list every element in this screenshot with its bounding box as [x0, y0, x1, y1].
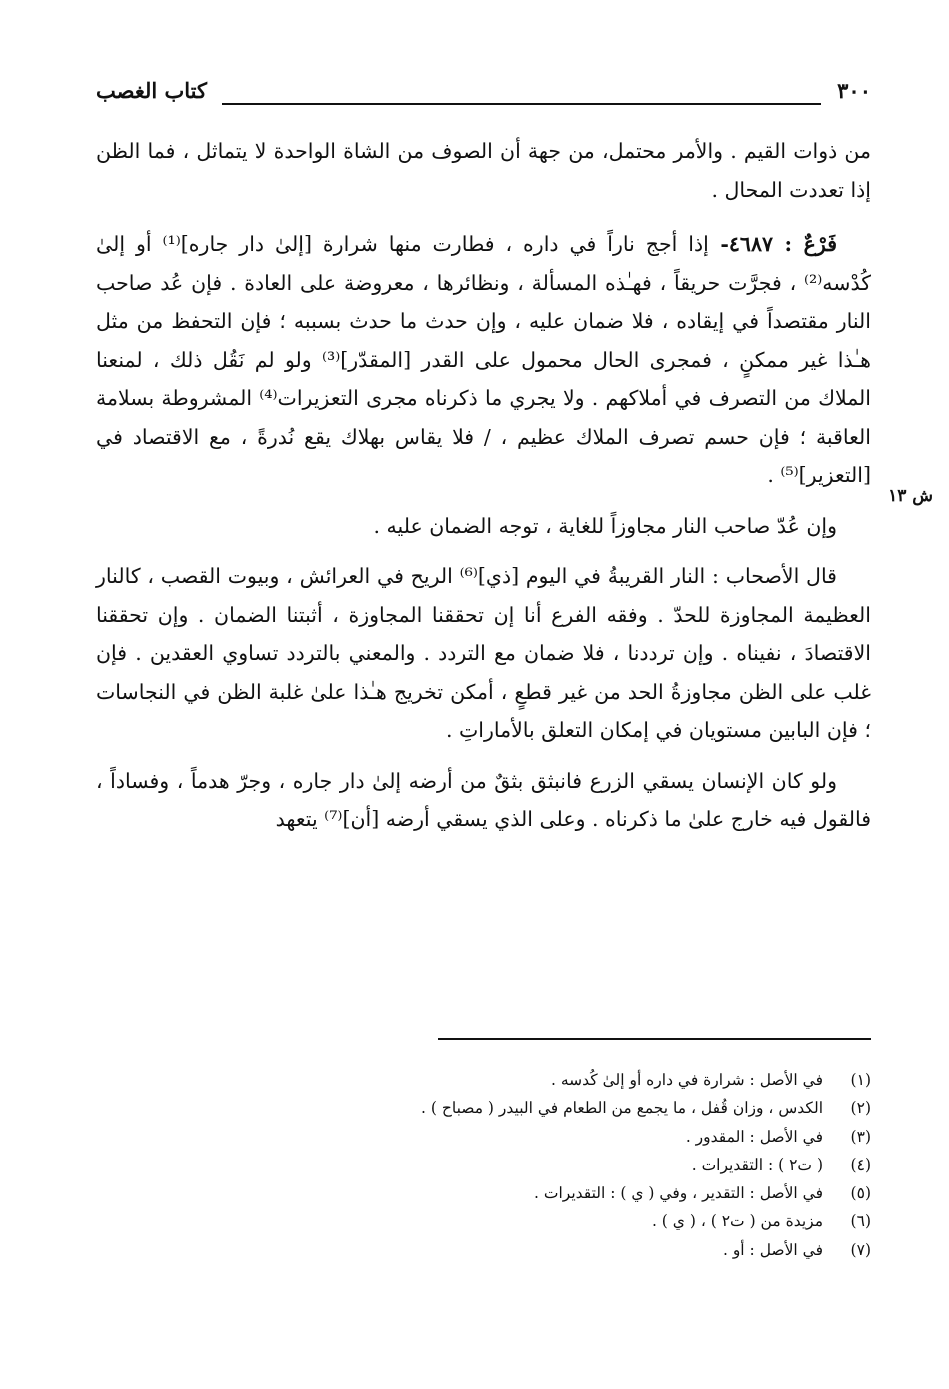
footnote-number: (٦) [850, 1212, 871, 1231]
far-lead: فَرْعٌ : ٤٦٨٧- [708, 232, 838, 256]
paragraph: قال الأصحاب : النار القريبةُ في اليوم [ذي]⁽⁶⁾ الريح في العرائش ، وبيوت القصب ، كالنار العظيمة المجاوزة للحدّ . وفقه الفرع أنا إن تحققنا المجاوزة ، أثبتنا الضمان . وإن تحققنا الاقتصادَ ، نفيناه . وإن ترددنا ، فلا ضمان مع التردد . والمعني بالتردد تساوي العقدين . فإن غلب على الظن مجاوزةُ الحد من غير قطعٍ ، أمكن تخريج هـٰذا علىٰ غلبة الظن في النجاسات ؛ فإن البابين مستويان في إمكان التعلق بالأماراتِ . [96, 564, 871, 742]
footnote-number: (٥) [850, 1184, 871, 1203]
paragraph: من ذوات القيم . والأمر محتمل، من جهة أن الصوف من الشاة الواحدة لا يتماثل ، فما الظن إذا تعددت المحال . [96, 139, 871, 202]
header-rule [222, 103, 821, 105]
footnote [96, 1151, 871, 1179]
footnote-number: (٧) [850, 1240, 871, 1259]
footnote-number: (٤) [850, 1155, 871, 1174]
far-text: إذا أجج ناراً في داره ، فطارت منها شرارة [إلىٰ دار جاره]⁽¹⁾ أو إلىٰ كُدْسه⁽²⁾ ، فجرَّت حريقاً ، فهـٰذه المسألة ، ونظائرها ، معروضة على العادة . فإن عُد صاحب النار مقتصداً في إيقاده ، فلا ضمان عليه ، وإن حدث ما حدث بسببه ؛ فإن التحفظ من مثل هـٰذا غير ممكنٍ ، فمجرى الحال محمول على القدر [المقدّر]⁽³⁾ ولو لم نَقُل ذلك ، لمنعنا الملاك من التصرف في أملاكهم . ولا يجري ما ذكرناه مجرى التعزيرات⁽⁴⁾ المشروطة بسلامة العاقبة ؛ فإن حسم تصرف الملاك عظيم ، / فلا يقاس بهلاك يقع نُدرةً ، مع الاقتصاد في [التعزير]⁽⁵⁾ . [96, 232, 871, 487]
paragraph: ولو كان الإنسان يسقي الزرع فانبثق بثقٌ من أرضه إلىٰ دار جاره ، وجرّ هدماً ، وفساداً ، فالقول فيه خارج علىٰ ما ذكرناه . وعلى الذي يسقي أرضه [أن]⁽⁷⁾ يتعهد [96, 768, 871, 831]
footnote-number: (٢) [850, 1099, 871, 1118]
footnote [96, 1179, 871, 1207]
footnote-rule [438, 1038, 871, 1040]
footnote [96, 1066, 871, 1094]
main-text [96, 132, 871, 839]
paragraph: وإن عُدّ صاحب النار مجاوزاً للغاية ، توجه الضمان عليه . [373, 513, 837, 538]
margin-note: ش ١٣ [888, 486, 933, 506]
page-number: ٣٠٠ [837, 78, 871, 103]
footnote [96, 1236, 871, 1264]
book-title: كتاب الغصب [96, 78, 208, 103]
footnote-text: الكدس ، وزان قُفل ، ما يجمع من الطعام في البيدر ( مصباح ) . [421, 1099, 823, 1118]
footnote-text: مزيدة من ( ت٢ ) ، ( ي ) . [651, 1212, 823, 1231]
footnote-number: (١) [850, 1071, 871, 1089]
paragraph-far [96, 225, 871, 495]
footnote [96, 1207, 871, 1235]
footnote-text: في الأصل : التقدير ، وفي ( ي ) : التقديرات . [534, 1184, 823, 1203]
footnote-text: في الأصل : أو . [722, 1240, 823, 1259]
footnote [96, 1123, 871, 1151]
footnote-text: في الأصل : المقدور . [685, 1127, 823, 1146]
footnote-number: (٣) [850, 1127, 871, 1146]
footnote-text: في الأصل : شرارة في داره أو إلىٰ كُدسه . [550, 1071, 823, 1089]
footnote-text: ( ت٢ ) : التقديرات . [691, 1155, 823, 1174]
page-header [96, 78, 871, 118]
footnote [96, 1094, 871, 1122]
footnotes [96, 1066, 871, 1264]
